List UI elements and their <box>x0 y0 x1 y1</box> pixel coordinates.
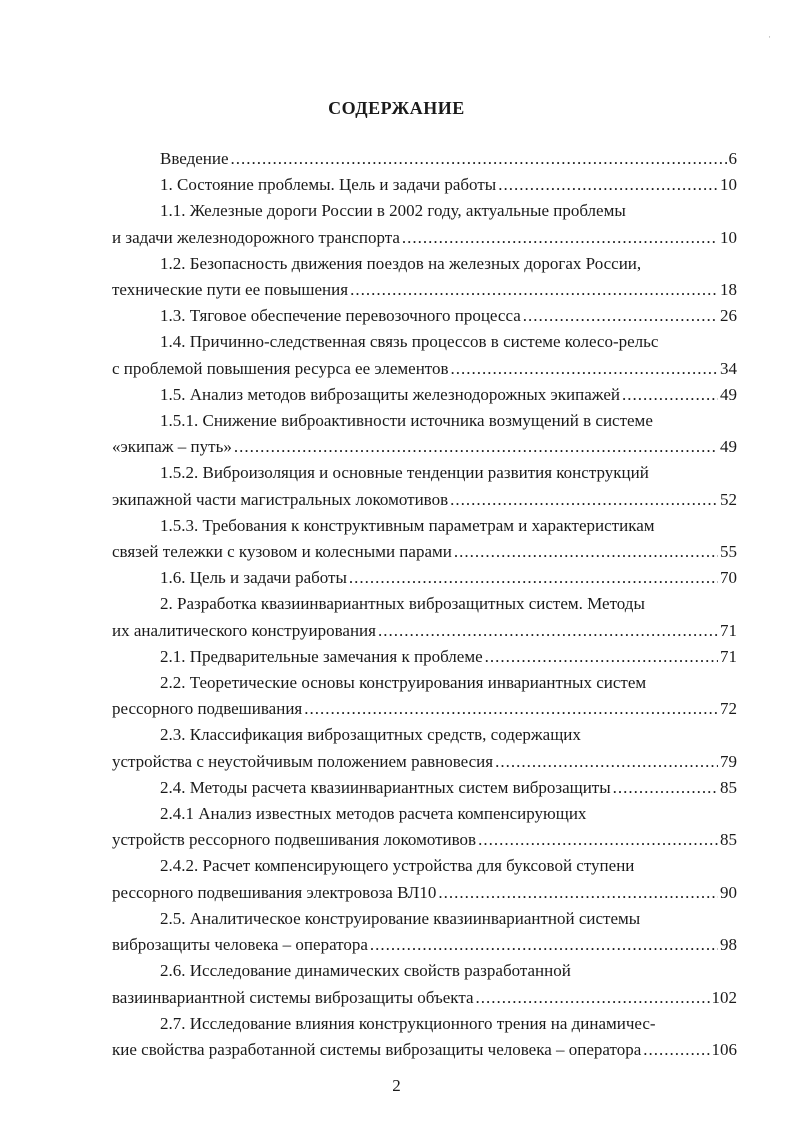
toc-page-number: 34 <box>720 358 737 378</box>
toc-entry-text: 1.5.3. Требования к конструктивным параметрам и характеристикам <box>160 515 655 535</box>
toc-entry-continuation: вазиинвариантной системы виброзащиты объекта <box>112 987 474 1007</box>
toc-page-number: 98 <box>720 935 737 955</box>
dot-leader <box>378 618 718 644</box>
toc-entry-continuation: и задачи железнодорожного транспорта <box>112 227 400 247</box>
toc-page-number: 85 <box>720 777 737 797</box>
toc-entry-continuation: связей тележки с кузовом и колесными парами <box>112 542 452 562</box>
dot-leader <box>622 382 718 408</box>
dot-leader <box>438 880 718 906</box>
toc-entry-text: 2.6. Исследование динамических свойств разработанной <box>160 961 571 981</box>
dot-leader <box>231 146 727 172</box>
toc-entry-text: 1.5.2. Виброизоляция и основные тенденции развития конструкций <box>160 463 649 483</box>
toc-page-number: 79 <box>720 751 737 771</box>
toc-entry-text: 2. Разработка квазиинвариантных виброзащитных систем. Методы <box>160 594 645 614</box>
dot-leader <box>498 172 718 198</box>
toc-page-number: 6 <box>728 149 737 168</box>
dot-leader <box>454 539 718 565</box>
toc-entry <box>112 303 737 329</box>
dot-leader <box>523 303 718 329</box>
toc-entry <box>112 172 737 198</box>
toc-entry-continuation: кие свойства разработанной системы виброзащиты человека – оператора <box>112 1039 642 1059</box>
toc-entry-text: 1.4. Причинно-следственная связь процессов в системе колесо-рельс <box>160 332 659 352</box>
toc-page-number: 55 <box>720 542 737 562</box>
toc-entry-continuation: экипажной части магистральных локомотивов <box>112 489 449 509</box>
corner-mark: · <box>768 32 771 42</box>
toc-entry <box>112 958 737 1010</box>
dot-leader <box>450 487 718 513</box>
toc-page-number: 71 <box>720 620 737 640</box>
toc-page-number: 52 <box>720 489 737 509</box>
toc-entry <box>112 801 737 853</box>
toc-page-number: 71 <box>720 646 737 666</box>
toc-page-number: 102 <box>711 987 737 1007</box>
toc-entry-text: 2.4.1 Анализ известных методов расчета компенсирующих <box>160 804 587 824</box>
toc-entry <box>112 329 737 381</box>
toc-entry-text: 1.2. Безопасность движения поездов на железных дорогах России, <box>160 253 642 273</box>
toc-entry-continuation: устройств рессорного подвешивания локомотивов <box>112 830 477 850</box>
toc-entry-text: 1.6. Цель и задачи работы <box>160 568 347 588</box>
page-number: 2 <box>392 1076 401 1095</box>
toc-page-number: 10 <box>720 227 737 247</box>
toc-entry-text: 2.1. Предварительные замечания к проблеме <box>160 646 483 666</box>
toc-page-number: 49 <box>720 437 737 457</box>
toc-page-number: 72 <box>720 699 737 719</box>
toc-entry-continuation: с проблемой повышения ресурса ее элементов <box>112 358 449 378</box>
toc-entry-text: 1.1. Железные дороги России в 2002 году, актуальные проблемы <box>160 201 626 221</box>
toc-page-number: 49 <box>720 384 737 404</box>
toc-entry-continuation: рессорного подвешивания <box>112 699 303 719</box>
toc-entry <box>112 1011 737 1063</box>
toc-entry-continuation: устройства с неустойчивым положением равновесия <box>112 751 494 771</box>
toc-entry <box>112 146 737 172</box>
dot-leader <box>495 749 718 775</box>
toc-page-number: 85 <box>720 830 737 850</box>
dot-leader <box>451 356 718 382</box>
dot-leader <box>478 827 718 853</box>
toc-entry <box>112 722 737 774</box>
toc-entry-continuation: виброзащиты человека – оператора <box>112 935 368 955</box>
toc-entry-continuation: технические пути ее повышения <box>112 280 349 300</box>
dot-leader <box>402 225 718 251</box>
toc-entry <box>112 775 737 801</box>
toc-entry-text: 2.2. Теоретические основы конструирования инвариантных систем <box>160 673 647 693</box>
toc-entry-continuation: рессорного подвешивания электровоза ВЛ10 <box>112 882 437 902</box>
dot-leader <box>613 775 718 801</box>
toc-entry <box>112 591 737 643</box>
toc-entry-continuation: «экипаж – путь» <box>112 437 232 457</box>
toc-entry <box>112 644 737 670</box>
toc-page-number: 90 <box>720 882 737 902</box>
toc-page-number: 70 <box>720 568 737 588</box>
toc-entry-text: 1. Состояние проблемы. Цель и задачи работы <box>160 175 497 195</box>
toc-title: СОДЕРЖАНИЕ <box>328 98 465 118</box>
dot-leader <box>350 277 718 303</box>
toc-entry <box>112 513 737 565</box>
dot-leader <box>485 644 718 670</box>
dot-leader <box>476 985 710 1011</box>
dot-leader <box>370 932 718 958</box>
toc-entry-text: 2.3. Классификация виброзащитных средств, содержащих <box>160 725 581 745</box>
toc-page-number: 10 <box>720 175 737 195</box>
dot-leader <box>234 434 718 460</box>
toc-entry <box>112 198 737 250</box>
toc-entry <box>112 408 737 460</box>
toc-entry-text: 1.5. Анализ методов виброзащиты железнодорожных экипажей <box>160 384 620 404</box>
toc-entry <box>112 853 737 905</box>
toc-page-number: 26 <box>720 306 737 326</box>
toc-entry-text: 2.4.2. Расчет компенсирующего устройства для буксовой ступени <box>160 856 635 876</box>
table-of-contents <box>112 146 737 1063</box>
toc-entry-text: 2.5. Аналитическое конструирование квазиинвариантной системы <box>160 908 641 928</box>
toc-entry <box>112 382 737 408</box>
toc-entry <box>112 251 737 303</box>
toc-entry-continuation: их аналитического конструирования <box>112 620 376 640</box>
toc-entry <box>112 565 737 591</box>
toc-page-number: 18 <box>720 280 737 300</box>
toc-entry-text: 1.5.1. Снижение виброактивности источника возмущений в системе <box>160 411 653 431</box>
toc-entry-text: 1.3. Тяговое обеспечение перевозочного процесса <box>160 306 521 326</box>
toc-page-number: 106 <box>711 1039 737 1059</box>
dot-leader <box>304 696 718 722</box>
dot-leader <box>349 565 718 591</box>
toc-entry-text: 2.4. Методы расчета квазиинвариантных систем виброзащиты <box>160 777 611 797</box>
dot-leader <box>643 1037 709 1063</box>
toc-entry-text: Введение <box>160 149 229 168</box>
toc-entry <box>112 670 737 722</box>
toc-entry <box>112 460 737 512</box>
toc-entry <box>112 906 737 958</box>
toc-entry-text: 2.7. Исследование влияния конструкционного трения на динамичес- <box>160 1013 656 1033</box>
